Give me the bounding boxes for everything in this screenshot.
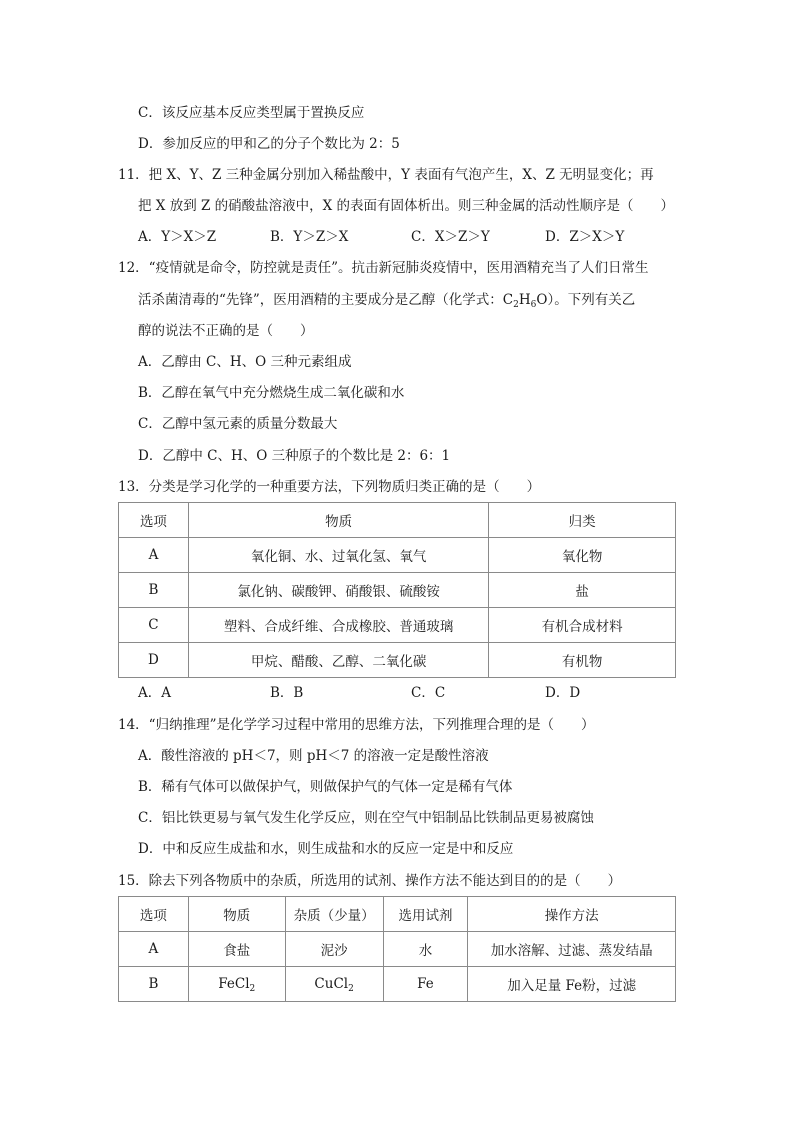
table-cell: 塑料、合成纤维、合成橡胶、普通玻璃 — [188, 608, 488, 643]
table-row — [119, 608, 676, 643]
q12-option-a: A．乙醇由 C、H、O 三种元素组成 — [138, 354, 352, 370]
q13-option-c: C．C — [411, 685, 446, 701]
table-cell: 氧化铜、水、过氧化氢、氧气 — [188, 538, 488, 573]
q12-option-d: D．乙醇中 C、H、O 三种原子的个数比是 2：6：1 — [138, 448, 451, 464]
header-cell: 选项 — [119, 897, 189, 932]
header-cell: 物质 — [188, 897, 285, 932]
q13-option-d: D．D — [545, 685, 581, 701]
table-cell: D — [119, 643, 189, 678]
q11-options — [138, 227, 698, 247]
table-row — [119, 932, 676, 967]
table-row — [119, 538, 676, 573]
q13-option-a: A．A — [138, 685, 171, 701]
q15-stem: 15．除去下列各物质中的杂质，所选用的试剂、操作方法不能达到目的的是（ ） — [118, 873, 622, 889]
q14-option-d: D．中和反应生成盐和水，则生成盐和水的反应一定是中和反应 — [138, 841, 514, 857]
q13-table — [118, 502, 676, 678]
q12-stem-line2: 活杀菌清毒的“先锋”，医用酒精的主要成分是乙醇（化学式：$C_2H_6O$）。下列有关乙 — [138, 292, 636, 310]
q14-option-c: C．铝比铁更易与氧气发生化学反应，则在空气中铝制品比铁制品更易被腐蚀 — [138, 810, 594, 826]
q12-stem-line3: 醇的说法不正确的是（ ） — [138, 323, 314, 339]
q11-option-d: D．Z＞X＞Y — [545, 229, 625, 245]
q13-stem: 13．分类是学习化学的一种重要方法，下列物质归类正确的是（ ） — [118, 479, 541, 495]
table-cell: 甲烷、醋酸、乙醇、二氧化碳 — [188, 643, 488, 678]
table-cell: Fe — [383, 967, 468, 1002]
table-cell: 盐 — [489, 573, 676, 608]
table-cell: B — [119, 573, 189, 608]
header-cell: 操作方法 — [468, 897, 676, 932]
q11-stem-line1: 11．把 X、Y、Z 三种金属分别加入稀盐酸中，Y 表面有气泡产生，X、Z 无明显变化；再 — [118, 167, 654, 183]
table-cell: A — [119, 538, 189, 573]
q10-option-d: D．参加反应的甲和乙的分子个数比为 2：5 — [138, 136, 400, 152]
table-cell: 加入足量 Fe粉，过滤 — [468, 967, 676, 1002]
q11-option-a: A．Y＞X＞Z — [138, 229, 217, 245]
table-header-row — [119, 897, 676, 932]
q11-stem-line2: 把 X 放到 Z 的硝酸盐溶液中，X 的表面有固体析出。则三种金属的活动性顺序是（ ） — [138, 198, 675, 214]
q13-option-b: B．B — [270, 685, 304, 701]
table-cell: 有机物 — [489, 643, 676, 678]
header-cell: 杂质（少量） — [285, 897, 383, 932]
table-cell: 有机合成材料 — [489, 608, 676, 643]
table-row — [119, 967, 676, 1002]
q11-option-c: C．X＞Z＞Y — [411, 229, 490, 245]
table-cell: 氧化物 — [489, 538, 676, 573]
table-cell: CuCl$_2$ — [285, 967, 383, 1002]
table-cell: FeCl$_2$ — [188, 967, 285, 1002]
table-cell: 泥沙 — [285, 932, 383, 967]
q10-option-c: C．该反应基本反应类型属于置换反应 — [138, 105, 365, 121]
q12-option-c: C．乙醇中氢元素的质量分数最大 — [138, 416, 338, 432]
table-cell: 加水溶解、过滤、蒸发结晶 — [468, 932, 676, 967]
table-cell: 水 — [383, 932, 468, 967]
q12-option-b: B．乙醇在氧气中充分燃烧生成二氧化碳和水 — [138, 385, 405, 401]
table-cell: C — [119, 608, 189, 643]
q14-option-b: B．稀有气体可以做保护气，则做保护气的气体一定是稀有气体 — [138, 779, 513, 795]
q11-option-b: B．Y＞Z＞X — [270, 229, 349, 245]
header-cell: 选用试剂 — [383, 897, 468, 932]
q13-options — [138, 683, 698, 703]
table-header-row — [119, 503, 676, 538]
q15-table — [118, 896, 676, 1002]
table-cell: B — [119, 967, 189, 1002]
table-cell: 氯化钠、碳酸钾、硝酸银、硫酸铵 — [188, 573, 488, 608]
q12-stem-line1: 12．“疫情就是命令，防控就是责任”。抗击新冠肺炎疫情中，医用酒精充当了人们日常生 — [118, 260, 649, 276]
table-cell: A — [119, 932, 189, 967]
table-row — [119, 573, 676, 608]
header-cell: 选项 — [119, 503, 189, 538]
q14-stem: 14．“归纳推理”是化学学习过程中常用的思维方法，下列推理合理的是（ ） — [118, 717, 595, 733]
header-cell: 归类 — [489, 503, 676, 538]
table-cell: 食盐 — [188, 932, 285, 967]
header-cell: 物质 — [188, 503, 488, 538]
table-row — [119, 643, 676, 678]
q14-option-a: A．酸性溶液的 pH＜7，则 pH＜7 的溶液一定是酸性溶液 — [138, 748, 489, 764]
